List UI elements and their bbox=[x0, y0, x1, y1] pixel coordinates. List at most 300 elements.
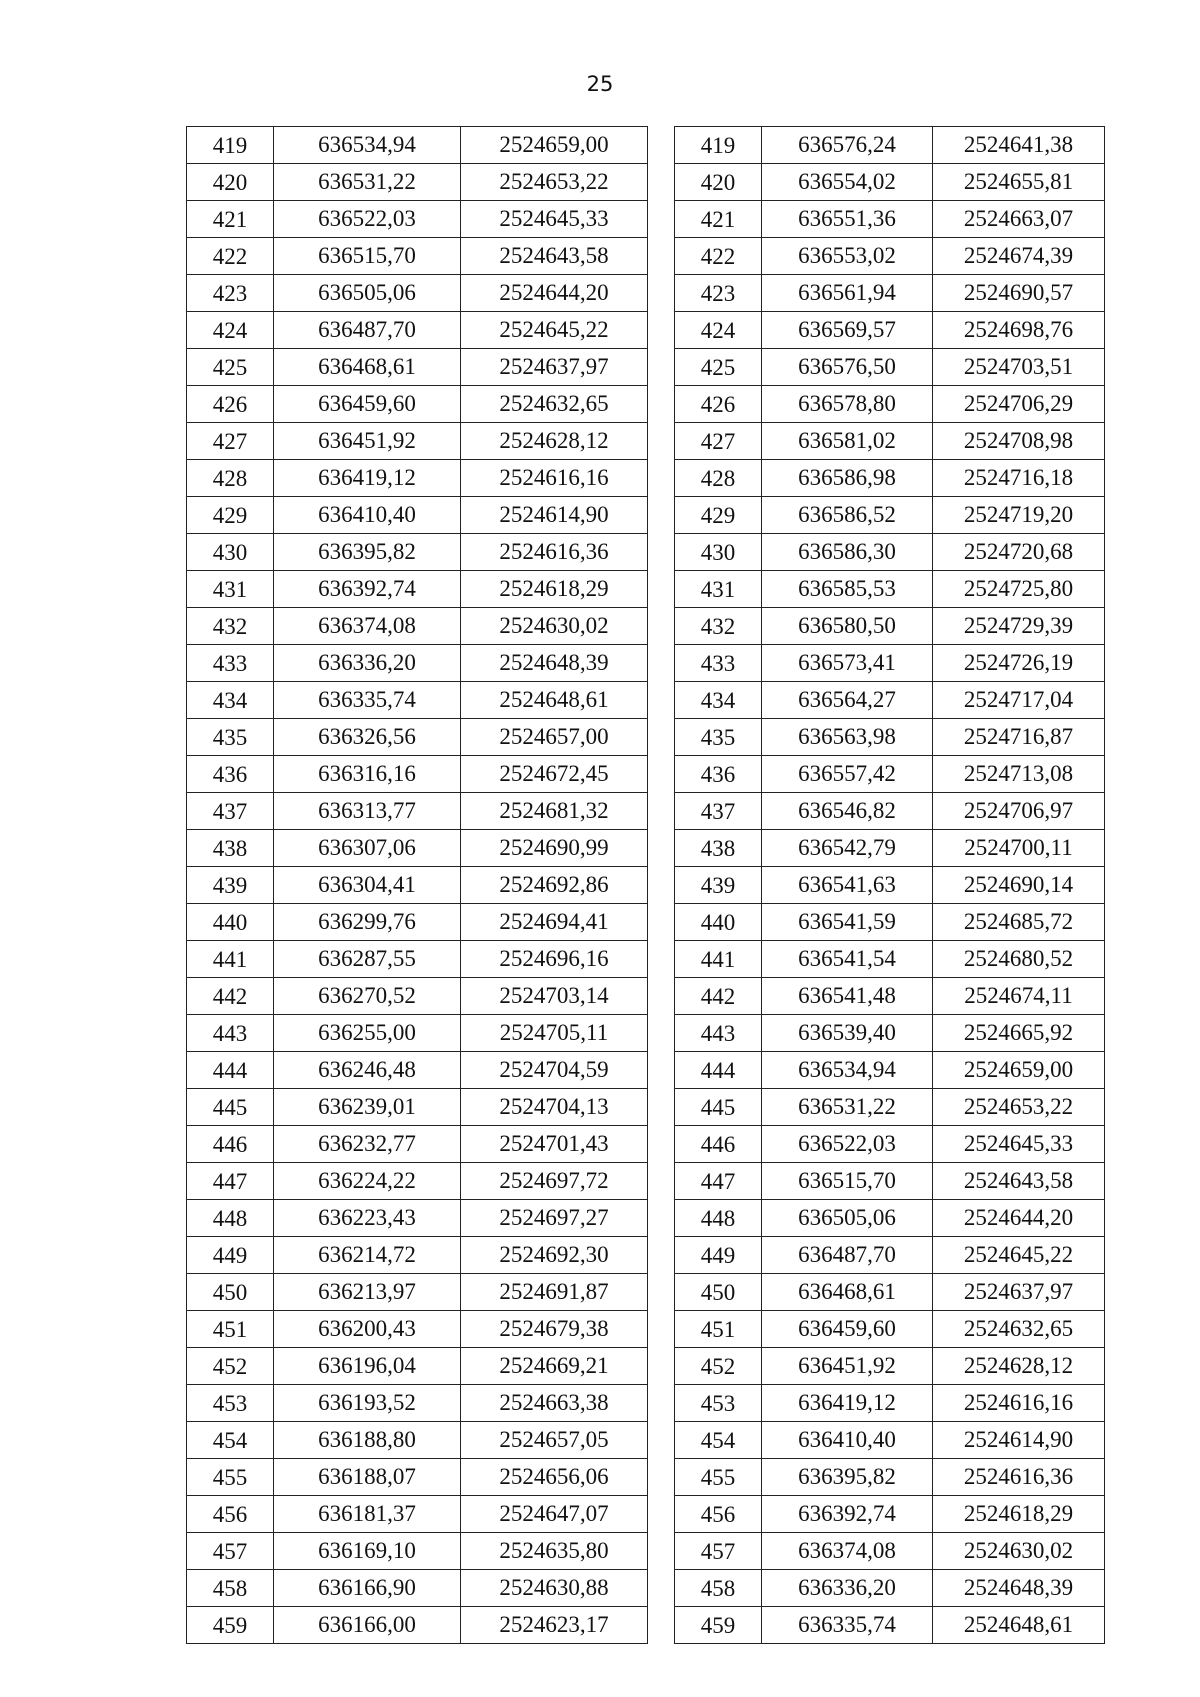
x-coordinate-cell: 636395,82 bbox=[274, 534, 461, 571]
y-coordinate-cell: 2524637,97 bbox=[933, 1274, 1105, 1311]
x-coordinate-cell: 636459,60 bbox=[274, 386, 461, 423]
table-row bbox=[675, 312, 1105, 349]
x-coordinate-cell: 636196,04 bbox=[274, 1348, 461, 1385]
point-number-cell: 454 bbox=[187, 1422, 274, 1459]
point-number-cell: 458 bbox=[675, 1570, 762, 1607]
table-row bbox=[187, 1422, 648, 1459]
point-number-cell: 453 bbox=[187, 1385, 274, 1422]
point-number-cell: 452 bbox=[187, 1348, 274, 1385]
table-row bbox=[675, 1496, 1105, 1533]
point-number-cell: 419 bbox=[187, 127, 274, 164]
x-coordinate-cell: 636563,98 bbox=[762, 719, 933, 756]
x-coordinate-cell: 636410,40 bbox=[762, 1422, 933, 1459]
y-coordinate-cell: 2524630,02 bbox=[461, 608, 648, 645]
coordinates-table-left bbox=[186, 126, 648, 1644]
point-number-cell: 441 bbox=[187, 941, 274, 978]
x-coordinate-cell: 636546,82 bbox=[762, 793, 933, 830]
coordinates-table-right bbox=[674, 126, 1105, 1644]
x-coordinate-cell: 636576,50 bbox=[762, 349, 933, 386]
x-coordinate-cell: 636541,63 bbox=[762, 867, 933, 904]
x-coordinate-cell: 636335,74 bbox=[762, 1607, 933, 1644]
table-row bbox=[187, 127, 648, 164]
x-coordinate-cell: 636181,37 bbox=[274, 1496, 461, 1533]
table-row bbox=[187, 1089, 648, 1126]
y-coordinate-cell: 2524679,38 bbox=[461, 1311, 648, 1348]
point-number-cell: 457 bbox=[187, 1533, 274, 1570]
point-number-cell: 452 bbox=[675, 1348, 762, 1385]
point-number-cell: 426 bbox=[675, 386, 762, 423]
table-row bbox=[675, 682, 1105, 719]
y-coordinate-cell: 2524618,29 bbox=[933, 1496, 1105, 1533]
y-coordinate-cell: 2524690,57 bbox=[933, 275, 1105, 312]
x-coordinate-cell: 636561,94 bbox=[762, 275, 933, 312]
y-coordinate-cell: 2524720,68 bbox=[933, 534, 1105, 571]
point-number-cell: 446 bbox=[675, 1126, 762, 1163]
table-row bbox=[187, 497, 648, 534]
point-number-cell: 457 bbox=[675, 1533, 762, 1570]
y-coordinate-cell: 2524656,06 bbox=[461, 1459, 648, 1496]
x-coordinate-cell: 636586,30 bbox=[762, 534, 933, 571]
table-row bbox=[675, 756, 1105, 793]
table-row bbox=[187, 1348, 648, 1385]
table-row bbox=[187, 1200, 648, 1237]
y-coordinate-cell: 2524630,88 bbox=[461, 1570, 648, 1607]
y-coordinate-cell: 2524645,22 bbox=[461, 312, 648, 349]
x-coordinate-cell: 636515,70 bbox=[762, 1163, 933, 1200]
table-row bbox=[675, 238, 1105, 275]
y-coordinate-cell: 2524648,61 bbox=[461, 682, 648, 719]
table-row bbox=[675, 645, 1105, 682]
x-coordinate-cell: 636534,94 bbox=[762, 1052, 933, 1089]
point-number-cell: 425 bbox=[675, 349, 762, 386]
x-coordinate-cell: 636214,72 bbox=[274, 1237, 461, 1274]
y-coordinate-cell: 2524716,87 bbox=[933, 719, 1105, 756]
x-coordinate-cell: 636188,80 bbox=[274, 1422, 461, 1459]
point-number-cell: 446 bbox=[187, 1126, 274, 1163]
point-number-cell: 421 bbox=[187, 201, 274, 238]
y-coordinate-cell: 2524623,17 bbox=[461, 1607, 648, 1644]
table-row bbox=[187, 571, 648, 608]
y-coordinate-cell: 2524616,36 bbox=[933, 1459, 1105, 1496]
y-coordinate-cell: 2524614,90 bbox=[933, 1422, 1105, 1459]
table-row bbox=[675, 1200, 1105, 1237]
table-row bbox=[675, 1459, 1105, 1496]
table-row bbox=[675, 1015, 1105, 1052]
y-coordinate-cell: 2524659,00 bbox=[933, 1052, 1105, 1089]
point-number-cell: 424 bbox=[187, 312, 274, 349]
x-coordinate-cell: 636335,74 bbox=[274, 682, 461, 719]
point-number-cell: 434 bbox=[675, 682, 762, 719]
point-number-cell: 449 bbox=[675, 1237, 762, 1274]
y-coordinate-cell: 2524663,07 bbox=[933, 201, 1105, 238]
point-number-cell: 436 bbox=[675, 756, 762, 793]
y-coordinate-cell: 2524648,61 bbox=[933, 1607, 1105, 1644]
page-number: 25 bbox=[586, 72, 614, 96]
table-row bbox=[187, 164, 648, 201]
table-row bbox=[187, 904, 648, 941]
table-row bbox=[675, 571, 1105, 608]
y-coordinate-cell: 2524632,65 bbox=[933, 1311, 1105, 1348]
table-row bbox=[675, 275, 1105, 312]
point-number-cell: 455 bbox=[675, 1459, 762, 1496]
x-coordinate-cell: 636299,76 bbox=[274, 904, 461, 941]
table-row bbox=[675, 1274, 1105, 1311]
table-row bbox=[187, 867, 648, 904]
x-coordinate-cell: 636578,80 bbox=[762, 386, 933, 423]
point-number-cell: 441 bbox=[675, 941, 762, 978]
point-number-cell: 420 bbox=[187, 164, 274, 201]
point-number-cell: 442 bbox=[675, 978, 762, 1015]
point-number-cell: 439 bbox=[187, 867, 274, 904]
y-coordinate-cell: 2524705,11 bbox=[461, 1015, 648, 1052]
x-coordinate-cell: 636534,94 bbox=[274, 127, 461, 164]
table-row bbox=[187, 349, 648, 386]
table-row bbox=[675, 1052, 1105, 1089]
y-coordinate-cell: 2524630,02 bbox=[933, 1533, 1105, 1570]
point-number-cell: 434 bbox=[187, 682, 274, 719]
point-number-cell: 435 bbox=[675, 719, 762, 756]
x-coordinate-cell: 636326,56 bbox=[274, 719, 461, 756]
point-number-cell: 453 bbox=[675, 1385, 762, 1422]
x-coordinate-cell: 636505,06 bbox=[274, 275, 461, 312]
x-coordinate-cell: 636459,60 bbox=[762, 1311, 933, 1348]
point-number-cell: 440 bbox=[187, 904, 274, 941]
point-number-cell: 450 bbox=[675, 1274, 762, 1311]
point-number-cell: 423 bbox=[187, 275, 274, 312]
table-row bbox=[675, 460, 1105, 497]
table-row bbox=[187, 1607, 648, 1644]
table-row bbox=[675, 1126, 1105, 1163]
x-coordinate-cell: 636395,82 bbox=[762, 1459, 933, 1496]
table-row bbox=[675, 1237, 1105, 1274]
x-coordinate-cell: 636573,41 bbox=[762, 645, 933, 682]
point-number-cell: 427 bbox=[187, 423, 274, 460]
y-coordinate-cell: 2524719,20 bbox=[933, 497, 1105, 534]
y-coordinate-cell: 2524628,12 bbox=[933, 1348, 1105, 1385]
point-number-cell: 440 bbox=[675, 904, 762, 941]
point-number-cell: 443 bbox=[187, 1015, 274, 1052]
y-coordinate-cell: 2524616,36 bbox=[461, 534, 648, 571]
x-coordinate-cell: 636392,74 bbox=[274, 571, 461, 608]
y-coordinate-cell: 2524685,72 bbox=[933, 904, 1105, 941]
table-row bbox=[187, 1459, 648, 1496]
y-coordinate-cell: 2524643,58 bbox=[933, 1163, 1105, 1200]
point-number-cell: 451 bbox=[187, 1311, 274, 1348]
x-coordinate-cell: 636316,16 bbox=[274, 756, 461, 793]
x-coordinate-cell: 636232,77 bbox=[274, 1126, 461, 1163]
x-coordinate-cell: 636392,74 bbox=[762, 1496, 933, 1533]
table-row bbox=[675, 978, 1105, 1015]
point-number-cell: 419 bbox=[675, 127, 762, 164]
y-coordinate-cell: 2524644,20 bbox=[461, 275, 648, 312]
table-row bbox=[187, 941, 648, 978]
y-coordinate-cell: 2524703,14 bbox=[461, 978, 648, 1015]
y-coordinate-cell: 2524692,30 bbox=[461, 1237, 648, 1274]
y-coordinate-cell: 2524665,92 bbox=[933, 1015, 1105, 1052]
y-coordinate-cell: 2524697,72 bbox=[461, 1163, 648, 1200]
x-coordinate-cell: 636419,12 bbox=[762, 1385, 933, 1422]
x-coordinate-cell: 636468,61 bbox=[274, 349, 461, 386]
x-coordinate-cell: 636169,10 bbox=[274, 1533, 461, 1570]
x-coordinate-cell: 636487,70 bbox=[274, 312, 461, 349]
table-row bbox=[187, 830, 648, 867]
x-coordinate-cell: 636336,20 bbox=[274, 645, 461, 682]
point-number-cell: 425 bbox=[187, 349, 274, 386]
point-number-cell: 445 bbox=[675, 1089, 762, 1126]
y-coordinate-cell: 2524659,00 bbox=[461, 127, 648, 164]
x-coordinate-cell: 636451,92 bbox=[762, 1348, 933, 1385]
table-row bbox=[675, 719, 1105, 756]
table-row bbox=[187, 1570, 648, 1607]
y-coordinate-cell: 2524632,65 bbox=[461, 386, 648, 423]
point-number-cell: 448 bbox=[187, 1200, 274, 1237]
table-row bbox=[187, 1274, 648, 1311]
y-coordinate-cell: 2524706,97 bbox=[933, 793, 1105, 830]
x-coordinate-cell: 636246,48 bbox=[274, 1052, 461, 1089]
table-row bbox=[187, 793, 648, 830]
x-coordinate-cell: 636239,01 bbox=[274, 1089, 461, 1126]
x-coordinate-cell: 636419,12 bbox=[274, 460, 461, 497]
y-coordinate-cell: 2524696,16 bbox=[461, 941, 648, 978]
point-number-cell: 454 bbox=[675, 1422, 762, 1459]
point-number-cell: 431 bbox=[675, 571, 762, 608]
point-number-cell: 436 bbox=[187, 756, 274, 793]
table-row bbox=[675, 830, 1105, 867]
point-number-cell: 438 bbox=[675, 830, 762, 867]
y-coordinate-cell: 2524716,18 bbox=[933, 460, 1105, 497]
point-number-cell: 433 bbox=[187, 645, 274, 682]
table-row bbox=[675, 1422, 1105, 1459]
x-coordinate-cell: 636557,42 bbox=[762, 756, 933, 793]
point-number-cell: 439 bbox=[675, 867, 762, 904]
y-coordinate-cell: 2524701,43 bbox=[461, 1126, 648, 1163]
x-coordinate-cell: 636541,48 bbox=[762, 978, 933, 1015]
table-row bbox=[187, 423, 648, 460]
x-coordinate-cell: 636193,52 bbox=[274, 1385, 461, 1422]
point-number-cell: 444 bbox=[675, 1052, 762, 1089]
point-number-cell: 459 bbox=[675, 1607, 762, 1644]
x-coordinate-cell: 636166,00 bbox=[274, 1607, 461, 1644]
x-coordinate-cell: 636541,54 bbox=[762, 941, 933, 978]
point-number-cell: 445 bbox=[187, 1089, 274, 1126]
point-number-cell: 422 bbox=[187, 238, 274, 275]
x-coordinate-cell: 636374,08 bbox=[762, 1533, 933, 1570]
x-coordinate-cell: 636580,50 bbox=[762, 608, 933, 645]
table-row bbox=[187, 1126, 648, 1163]
x-coordinate-cell: 636487,70 bbox=[762, 1237, 933, 1274]
y-coordinate-cell: 2524706,29 bbox=[933, 386, 1105, 423]
table-row bbox=[675, 497, 1105, 534]
x-coordinate-cell: 636542,79 bbox=[762, 830, 933, 867]
point-number-cell: 459 bbox=[187, 1607, 274, 1644]
point-number-cell: 447 bbox=[675, 1163, 762, 1200]
y-coordinate-cell: 2524672,45 bbox=[461, 756, 648, 793]
y-coordinate-cell: 2524648,39 bbox=[461, 645, 648, 682]
x-coordinate-cell: 636374,08 bbox=[274, 608, 461, 645]
x-coordinate-cell: 636270,52 bbox=[274, 978, 461, 1015]
y-coordinate-cell: 2524657,00 bbox=[461, 719, 648, 756]
y-coordinate-cell: 2524645,22 bbox=[933, 1237, 1105, 1274]
point-number-cell: 456 bbox=[675, 1496, 762, 1533]
x-coordinate-cell: 636166,90 bbox=[274, 1570, 461, 1607]
y-coordinate-cell: 2524645,33 bbox=[461, 201, 648, 238]
y-coordinate-cell: 2524674,39 bbox=[933, 238, 1105, 275]
point-number-cell: 428 bbox=[675, 460, 762, 497]
table-row bbox=[187, 1237, 648, 1274]
x-coordinate-cell: 636200,43 bbox=[274, 1311, 461, 1348]
y-coordinate-cell: 2524680,52 bbox=[933, 941, 1105, 978]
table-row bbox=[675, 1348, 1105, 1385]
table-row bbox=[187, 608, 648, 645]
point-number-cell: 432 bbox=[187, 608, 274, 645]
x-coordinate-cell: 636522,03 bbox=[762, 1126, 933, 1163]
table-row bbox=[187, 1163, 648, 1200]
table-row bbox=[675, 127, 1105, 164]
y-coordinate-cell: 2524704,59 bbox=[461, 1052, 648, 1089]
table-row bbox=[675, 201, 1105, 238]
y-coordinate-cell: 2524628,12 bbox=[461, 423, 648, 460]
point-number-cell: 438 bbox=[187, 830, 274, 867]
y-coordinate-cell: 2524708,98 bbox=[933, 423, 1105, 460]
point-number-cell: 448 bbox=[675, 1200, 762, 1237]
x-coordinate-cell: 636586,52 bbox=[762, 497, 933, 534]
table-row bbox=[187, 1015, 648, 1052]
y-coordinate-cell: 2524657,05 bbox=[461, 1422, 648, 1459]
y-coordinate-cell: 2524663,38 bbox=[461, 1385, 648, 1422]
y-coordinate-cell: 2524700,11 bbox=[933, 830, 1105, 867]
y-coordinate-cell: 2524726,19 bbox=[933, 645, 1105, 682]
x-coordinate-cell: 636531,22 bbox=[274, 164, 461, 201]
table-row bbox=[675, 1163, 1105, 1200]
x-coordinate-cell: 636586,98 bbox=[762, 460, 933, 497]
table-row bbox=[675, 1385, 1105, 1422]
table-row bbox=[187, 1533, 648, 1570]
y-coordinate-cell: 2524618,29 bbox=[461, 571, 648, 608]
x-coordinate-cell: 636531,22 bbox=[762, 1089, 933, 1126]
y-coordinate-cell: 2524635,80 bbox=[461, 1533, 648, 1570]
y-coordinate-cell: 2524616,16 bbox=[933, 1385, 1105, 1422]
x-coordinate-cell: 636564,27 bbox=[762, 682, 933, 719]
point-number-cell: 423 bbox=[675, 275, 762, 312]
table-row bbox=[187, 238, 648, 275]
point-number-cell: 437 bbox=[675, 793, 762, 830]
y-coordinate-cell: 2524647,07 bbox=[461, 1496, 648, 1533]
x-coordinate-cell: 636585,53 bbox=[762, 571, 933, 608]
point-number-cell: 451 bbox=[675, 1311, 762, 1348]
table-row bbox=[187, 275, 648, 312]
x-coordinate-cell: 636188,07 bbox=[274, 1459, 461, 1496]
x-coordinate-cell: 636539,40 bbox=[762, 1015, 933, 1052]
x-coordinate-cell: 636336,20 bbox=[762, 1570, 933, 1607]
table-row bbox=[675, 534, 1105, 571]
table-row bbox=[675, 1570, 1105, 1607]
point-number-cell: 421 bbox=[675, 201, 762, 238]
table-row bbox=[675, 1311, 1105, 1348]
table-row bbox=[675, 349, 1105, 386]
y-coordinate-cell: 2524655,81 bbox=[933, 164, 1105, 201]
point-number-cell: 429 bbox=[187, 497, 274, 534]
y-coordinate-cell: 2524643,58 bbox=[461, 238, 648, 275]
point-number-cell: 430 bbox=[675, 534, 762, 571]
x-coordinate-cell: 636223,43 bbox=[274, 1200, 461, 1237]
table-row bbox=[187, 1496, 648, 1533]
table-row bbox=[187, 201, 648, 238]
x-coordinate-cell: 636224,22 bbox=[274, 1163, 461, 1200]
y-coordinate-cell: 2524674,11 bbox=[933, 978, 1105, 1015]
point-number-cell: 450 bbox=[187, 1274, 274, 1311]
y-coordinate-cell: 2524644,20 bbox=[933, 1200, 1105, 1237]
x-coordinate-cell: 636213,97 bbox=[274, 1274, 461, 1311]
point-number-cell: 444 bbox=[187, 1052, 274, 1089]
table-row bbox=[187, 756, 648, 793]
point-number-cell: 456 bbox=[187, 1496, 274, 1533]
x-coordinate-cell: 636576,24 bbox=[762, 127, 933, 164]
y-coordinate-cell: 2524681,32 bbox=[461, 793, 648, 830]
table-row bbox=[187, 1385, 648, 1422]
y-coordinate-cell: 2524616,16 bbox=[461, 460, 648, 497]
table-row bbox=[187, 312, 648, 349]
x-coordinate-cell: 636313,77 bbox=[274, 793, 461, 830]
point-number-cell: 443 bbox=[675, 1015, 762, 1052]
x-coordinate-cell: 636581,02 bbox=[762, 423, 933, 460]
y-coordinate-cell: 2524703,51 bbox=[933, 349, 1105, 386]
point-number-cell: 428 bbox=[187, 460, 274, 497]
point-number-cell: 431 bbox=[187, 571, 274, 608]
y-coordinate-cell: 2524713,08 bbox=[933, 756, 1105, 793]
point-number-cell: 426 bbox=[187, 386, 274, 423]
x-coordinate-cell: 636287,55 bbox=[274, 941, 461, 978]
y-coordinate-cell: 2524704,13 bbox=[461, 1089, 648, 1126]
y-coordinate-cell: 2524694,41 bbox=[461, 904, 648, 941]
y-coordinate-cell: 2524653,22 bbox=[461, 164, 648, 201]
table-row bbox=[187, 645, 648, 682]
x-coordinate-cell: 636468,61 bbox=[762, 1274, 933, 1311]
x-coordinate-cell: 636541,59 bbox=[762, 904, 933, 941]
y-coordinate-cell: 2524614,90 bbox=[461, 497, 648, 534]
table-row bbox=[675, 941, 1105, 978]
x-coordinate-cell: 636515,70 bbox=[274, 238, 461, 275]
point-number-cell: 433 bbox=[675, 645, 762, 682]
point-number-cell: 447 bbox=[187, 1163, 274, 1200]
table-row bbox=[675, 386, 1105, 423]
y-coordinate-cell: 2524690,99 bbox=[461, 830, 648, 867]
table-row bbox=[187, 386, 648, 423]
table-row bbox=[187, 1311, 648, 1348]
point-number-cell: 420 bbox=[675, 164, 762, 201]
x-coordinate-cell: 636410,40 bbox=[274, 497, 461, 534]
y-coordinate-cell: 2524653,22 bbox=[933, 1089, 1105, 1126]
x-coordinate-cell: 636255,00 bbox=[274, 1015, 461, 1052]
point-number-cell: 429 bbox=[675, 497, 762, 534]
table-row bbox=[675, 1533, 1105, 1570]
table-row bbox=[675, 904, 1105, 941]
x-coordinate-cell: 636522,03 bbox=[274, 201, 461, 238]
point-number-cell: 437 bbox=[187, 793, 274, 830]
table-row bbox=[187, 460, 648, 497]
point-number-cell: 422 bbox=[675, 238, 762, 275]
table-row bbox=[675, 1607, 1105, 1644]
y-coordinate-cell: 2524725,80 bbox=[933, 571, 1105, 608]
x-coordinate-cell: 636451,92 bbox=[274, 423, 461, 460]
point-number-cell: 449 bbox=[187, 1237, 274, 1274]
table-row bbox=[187, 719, 648, 756]
y-coordinate-cell: 2524637,97 bbox=[461, 349, 648, 386]
table-row bbox=[187, 534, 648, 571]
x-coordinate-cell: 636551,36 bbox=[762, 201, 933, 238]
table-row bbox=[187, 682, 648, 719]
point-number-cell: 455 bbox=[187, 1459, 274, 1496]
x-coordinate-cell: 636304,41 bbox=[274, 867, 461, 904]
